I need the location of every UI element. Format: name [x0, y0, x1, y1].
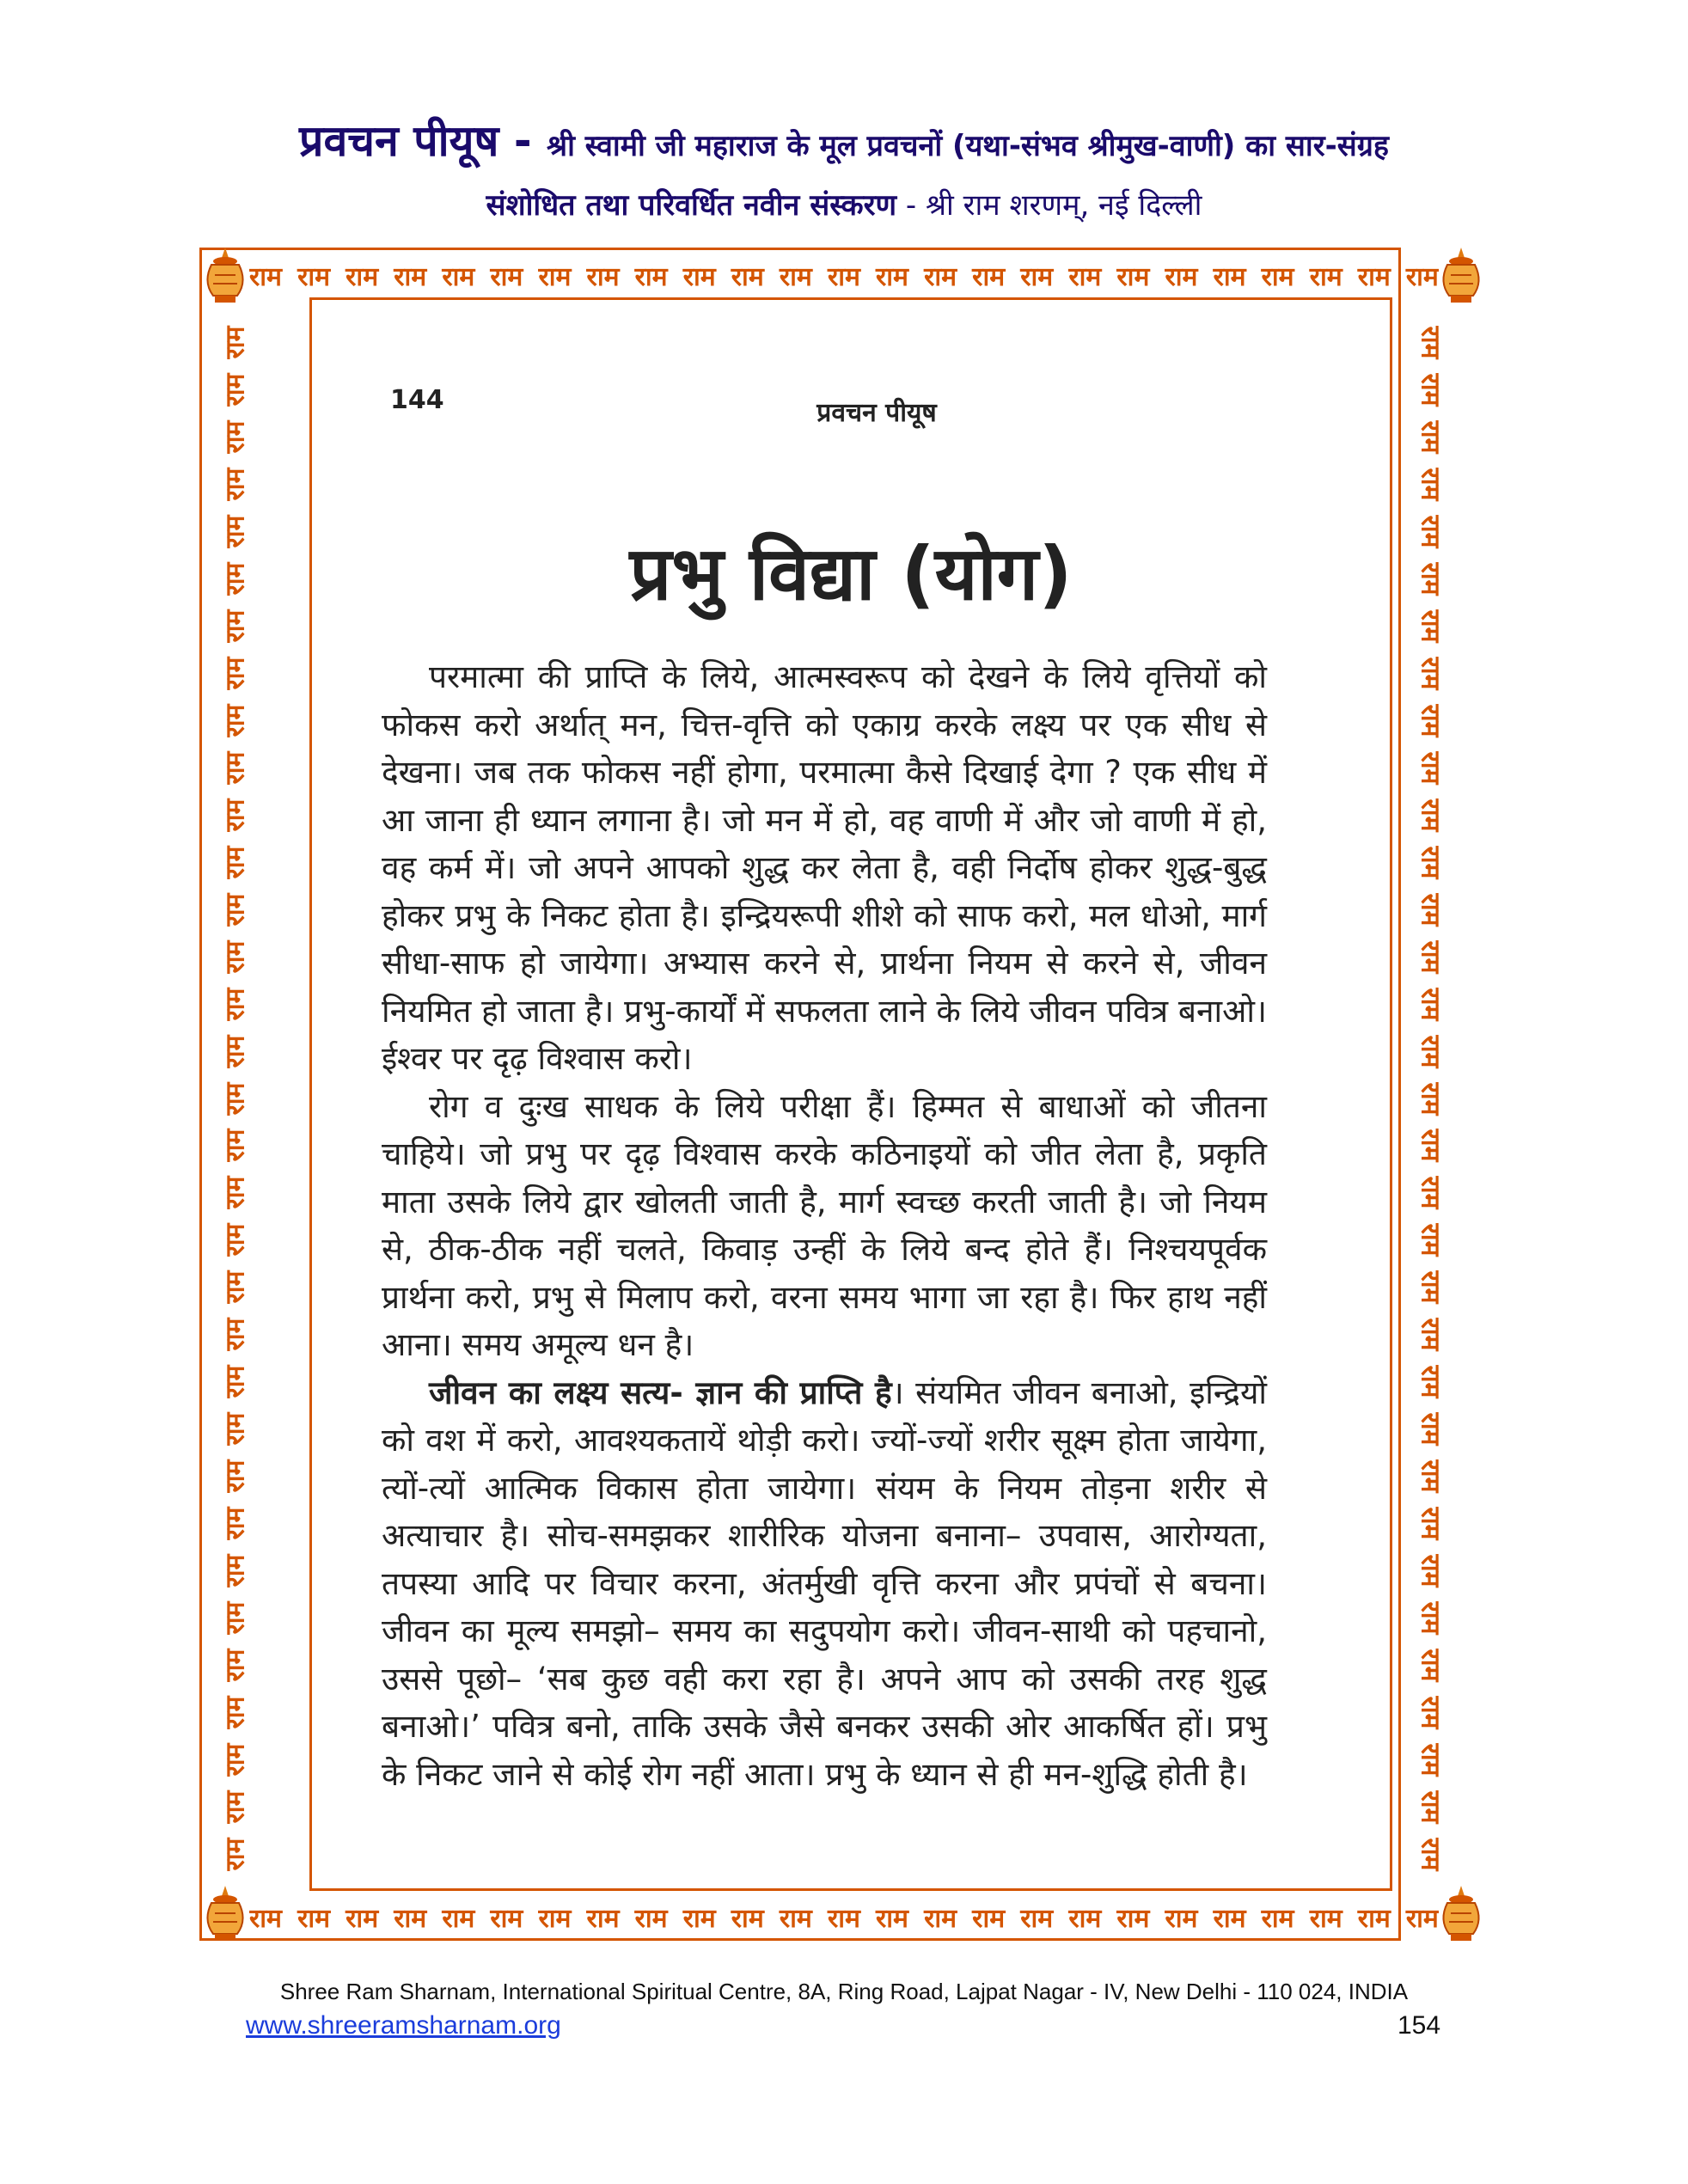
ram-word: राम — [220, 1601, 251, 1635]
ram-word: राम — [220, 988, 251, 1021]
ram-word: राम — [394, 1903, 427, 1934]
ram-word: राम — [634, 261, 668, 292]
ram-word: राम — [1415, 1649, 1446, 1682]
ram-word: राम — [538, 261, 572, 292]
ram-word: राम — [249, 261, 282, 292]
ram-word: राम — [1357, 1903, 1391, 1934]
ram-word: राम — [731, 1903, 764, 1934]
ram-word: राम — [220, 1318, 251, 1351]
ram-word: राम — [1415, 1554, 1446, 1588]
ram-word: राम — [220, 609, 251, 643]
document-header-title-line — [0, 110, 1688, 168]
ram-word: राम — [779, 1903, 812, 1934]
ram-word: राम — [1309, 261, 1342, 292]
ram-word: राम — [220, 1176, 251, 1209]
ram-word: राम — [220, 1743, 251, 1777]
ram-word: राम — [1415, 798, 1446, 832]
ram-word: राम — [779, 261, 812, 292]
ram-word: राम — [346, 261, 379, 292]
ram-word: राम — [1020, 1903, 1054, 1934]
ram-word: राम — [220, 940, 251, 974]
ram-word: राम — [220, 562, 251, 596]
ram-word: राम — [1415, 420, 1446, 454]
ram-word: राम — [1261, 261, 1294, 292]
paragraph-lead-bold: जीवन का लक्ष्य सत्य- ज्ञान की प्राप्ति है — [429, 1373, 892, 1411]
edition-separator: - — [896, 188, 926, 223]
ram-word: राम — [220, 1459, 251, 1493]
pdf-page-number: 154 — [1397, 2011, 1441, 2040]
chapter-title: प्रभु विद्या (योग) — [629, 531, 1073, 617]
ram-word: राम — [1415, 1838, 1446, 1871]
ram-border-top — [249, 254, 1439, 296]
kalash-icon — [1435, 1884, 1487, 1944]
ram-word: राम — [1405, 261, 1439, 292]
ram-word: राम — [220, 1129, 251, 1162]
ram-word: राम — [220, 1223, 251, 1257]
ram-word: राम — [220, 1790, 251, 1824]
ram-word: राम — [1415, 562, 1446, 596]
ram-word: राम — [220, 1365, 251, 1398]
kalash-icon — [199, 246, 251, 306]
footer-address: Shree Ram Sharnam, International Spiritual Centre, 8A, Ring Road, Lajpat Nagar - IV, New Delhi - 110 024, INDIA — [279, 1979, 1409, 2004]
ram-word: राम — [1415, 1082, 1446, 1115]
ram-word: राम — [220, 326, 251, 359]
ram-word: राम — [876, 261, 908, 292]
ram-word: राम — [876, 1903, 908, 1934]
ram-word: राम — [586, 1903, 620, 1934]
ram-word: राम — [827, 1903, 860, 1934]
ram-word: राम — [731, 261, 764, 292]
ram-word: राम — [1415, 940, 1446, 974]
ram-word: राम — [220, 1412, 251, 1446]
ram-word: राम — [394, 261, 427, 292]
ram-word: राम — [1415, 1176, 1446, 1209]
ram-word: राम — [1415, 1743, 1446, 1777]
paragraph-text: रोग व दुःख साधक के लिये परीक्षा हैं। हिम्मत से बाधाओं को जीतना चाहिये। जो प्रभु पर दृढ़ विश्वास करके कठिनाइयों को जीत लेता है, प्रकृति माता उसके लिये द्वार खोलती जाती है, मार्ग स्वच्छ करती जाती है। जो नियम से, ठीक-ठीक नहीं चलते, किवाड़ उन्हीं के लिये बन्द होते हैं। निश्चयपूर्वक प्रार्थना करो, प्रभु से मिलाप करो, वरना समय भागा जा रहा है। फिर हाथ नहीं आना। समय अमूल्य धन है। — [382, 1087, 1267, 1363]
ram-word: राम — [1415, 326, 1446, 359]
ram-word: राम — [827, 261, 860, 292]
ram-word: राम — [220, 1082, 251, 1115]
ram-word: राम — [220, 657, 251, 690]
title-separator: - — [498, 116, 547, 166]
ram-word: राम — [220, 1507, 251, 1540]
ram-word: राम — [220, 1554, 251, 1588]
ram-word: राम — [297, 1903, 331, 1934]
ram-word: राम — [1261, 1903, 1294, 1934]
ram-word: राम — [972, 1903, 1006, 1934]
ram-word: राम — [1309, 1903, 1342, 1934]
publisher-label: श्री राम शरणम्, नई दिल्ली — [925, 188, 1202, 223]
ram-word: राम — [220, 1649, 251, 1682]
ram-word: राम — [1415, 893, 1446, 927]
ram-word: राम — [1415, 1412, 1446, 1446]
ram-border-bottom — [249, 1896, 1439, 1937]
ram-word: राम — [220, 1035, 251, 1068]
paragraph-text: । संयमित जीवन बनाओ, इन्द्रियों को वश में करो, आवश्यकतायें थोड़ी करो। ज्यों-ज्यों शरीर सूक्ष्म होता जायेगा, त्यों-त्यों आत्मिक विकास होता जायेगा। संयम के नियम तोड़ना शरीर से अत्याचार है। सोच-समझकर शारीरिक योजना बनाना– उपवास, आरोग्यता, तपस्या आदि पर विचार करना, अंतर्मुखी वृत्ति करना और प्रपंचों से बचना। जीवन का मूल्य समझो– समय का सदुपयोग करो। जीवन-साथी को पहचानो, उससे पूछो– ‘सब कुछ वही करा रहा है। अपने आप को उसकी तरह शुद्ध बनाओ।’ पवित्र बनो, ताकि उसके जैसे बनकर उसकी ओर आकर्षित हों। प्रभु के निकट जाने से कोई रोग नहीं आता। प्रभु के ध्यान से ही मन-शुद्धि होती है। — [382, 1373, 1267, 1793]
ram-word: राम — [1415, 704, 1446, 737]
ram-word: राम — [1415, 1459, 1446, 1493]
edition-label: संशोधित तथा परिवर्धित नवीन संस्करण — [486, 188, 897, 223]
ram-word: राम — [682, 1903, 716, 1934]
ram-word: राम — [972, 261, 1006, 292]
paragraph — [382, 1083, 1267, 1369]
ram-word: राम — [490, 261, 523, 292]
ram-word: राम — [1415, 1790, 1446, 1824]
ram-word: राम — [1213, 1903, 1246, 1934]
book-page-number: 144 — [390, 385, 444, 415]
ram-word: राम — [442, 261, 475, 292]
ram-word: राम — [220, 1270, 251, 1304]
ram-word: राम — [538, 1903, 572, 1934]
ram-word: राम — [220, 751, 251, 785]
ram-word: राम — [682, 261, 716, 292]
ram-word: राम — [1405, 1903, 1439, 1934]
ram-word: राम — [1415, 1318, 1446, 1351]
book-title: प्रवचन पीयूष — [299, 116, 499, 166]
ram-word: राम — [220, 798, 251, 832]
ram-border-left — [213, 325, 254, 1872]
ram-word: राम — [220, 468, 251, 501]
ram-word: राम — [1415, 468, 1446, 501]
ram-word: राम — [1165, 1903, 1198, 1934]
ram-word: राम — [1116, 261, 1150, 292]
ram-word: राम — [1415, 1601, 1446, 1635]
ram-word: राम — [1068, 261, 1102, 292]
ram-word: राम — [220, 846, 251, 879]
ram-word: राम — [490, 1903, 523, 1934]
ram-word: राम — [1415, 1507, 1446, 1540]
ram-word: राम — [1415, 609, 1446, 643]
ram-word: राम — [220, 893, 251, 927]
kalash-icon — [1435, 246, 1487, 306]
ram-word: राम — [1415, 988, 1446, 1021]
document-header-edition-line — [0, 184, 1688, 223]
ram-border-right — [1411, 325, 1453, 1872]
ram-word: राम — [1415, 1223, 1446, 1257]
ram-word: राम — [1415, 846, 1446, 879]
kalash-icon — [199, 1884, 251, 1944]
ram-word: राम — [1415, 1035, 1446, 1068]
ram-word: राम — [1020, 261, 1054, 292]
ram-word: राम — [1116, 1903, 1150, 1934]
ram-word: राम — [297, 261, 331, 292]
ram-word: राम — [1415, 751, 1446, 785]
running-head: प्रवचन पीयूष — [816, 398, 937, 428]
website-link[interactable]: www.shreeramsharnam.org — [246, 2011, 561, 2040]
ram-word: राम — [220, 1838, 251, 1871]
ram-word: राम — [1415, 1365, 1446, 1398]
ram-word: राम — [924, 261, 957, 292]
book-subtitle: श्री स्वामी जी महाराज के मूल प्रवचनों (यथा-संभव श्रीमुख-वाणी) का सार-संग्रह — [547, 129, 1389, 163]
ram-word: राम — [220, 704, 251, 737]
ram-word: राम — [1415, 515, 1446, 548]
ram-word: राम — [1068, 1903, 1102, 1934]
ram-word: राम — [1213, 261, 1246, 292]
ram-word: राम — [634, 1903, 668, 1934]
ram-word: राम — [220, 515, 251, 548]
ram-word: राम — [442, 1903, 475, 1934]
ram-word: राम — [1357, 261, 1391, 292]
ram-word: राम — [1415, 1270, 1446, 1304]
ram-word: राम — [220, 1696, 251, 1729]
paragraph — [382, 1369, 1267, 1799]
ram-word: राम — [1415, 373, 1446, 407]
ram-word: राम — [1415, 1129, 1446, 1162]
ram-word: राम — [1165, 261, 1198, 292]
ram-word: राम — [924, 1903, 957, 1934]
paragraph: परमात्मा की प्राप्ति के लिये, आत्मस्वरूप को देखने के लिये वृत्तियों को फोकस करो अर्थात् मन, चित्त-वृत्ति को एकाग्र करके लक्ष्य पर एक सीध से देखना। जब तक फोकस नहीं होगा, परमात्मा कैसे दिखाई देगा ? एक सीध में आ जाना ही ध्यान लगाना है। जो मन में हो, वह वाणी में और जो वाणी में हो, वह कर्म में। जो अपने आपको शुद्ध कर लेता है, वही निर्दोष होकर शुद्ध-बुद्ध होकर प्रभु के निकट होता है। इन्द्रियरूपी शीशे को साफ करो, मल धोओ, मार्ग सीधा-साफ हो जायेगा। अभ्यास करने से, प्रार्थना नियम से करने से, जीवन नियमित हो जाता है। प्रभु-कार्यों में सफलता लाने के लिये जीवन पवित्र बनाओ। ईश्वर पर दृढ़ विश्वास करो। — [382, 658, 1267, 1077]
ram-word: राम — [1415, 1696, 1446, 1729]
ram-word: राम — [586, 261, 620, 292]
ram-word: राम — [220, 420, 251, 454]
chapter-body — [382, 653, 1267, 1798]
ram-word: राम — [249, 1903, 282, 1934]
ram-word: राम — [1415, 657, 1446, 690]
ram-word: राम — [220, 373, 251, 407]
ram-word: राम — [346, 1903, 379, 1934]
